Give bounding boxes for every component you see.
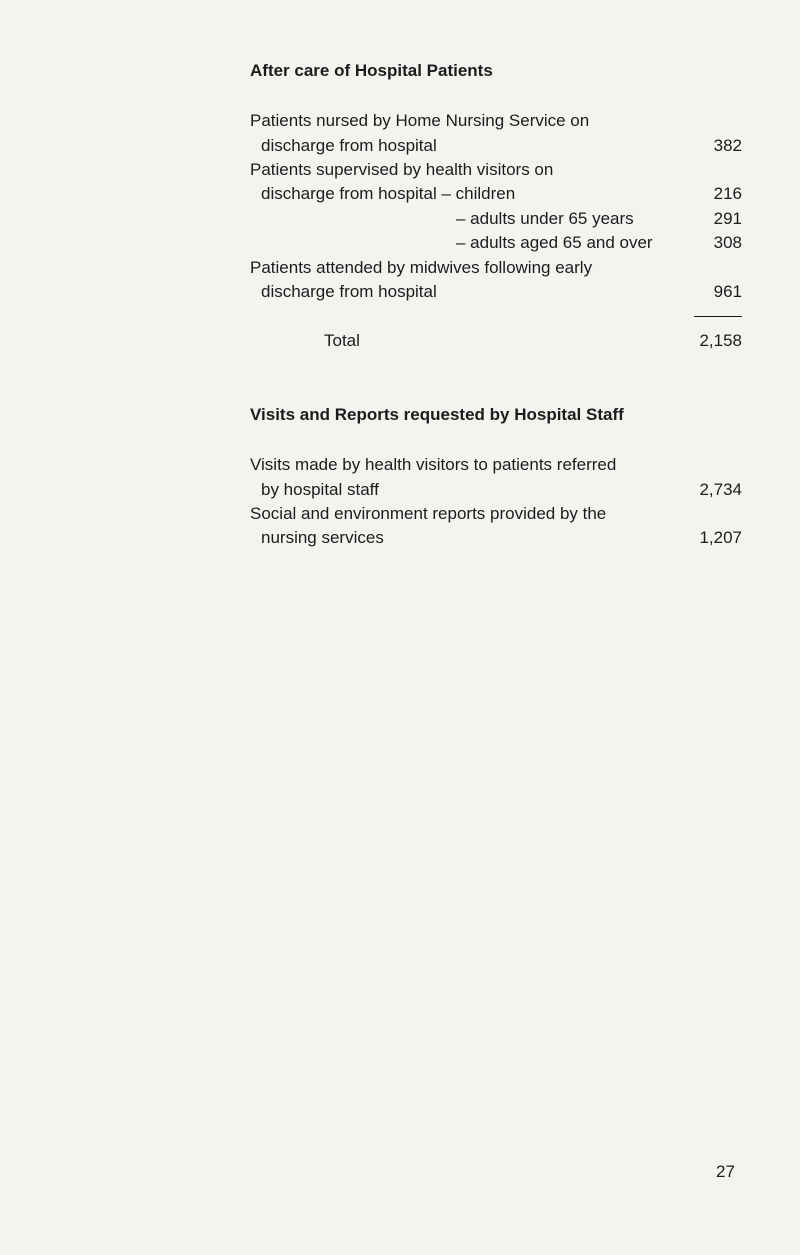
row-midwives-line1: Patients attended by midwives following early [250,258,593,277]
total-label: Total [324,331,360,350]
row-visits-line2: by hospital staff [261,480,379,499]
row-adults-under-65-label: – adults under 65 years [456,209,634,228]
page-number: 27 [716,1162,735,1181]
row-reports-line2: nursing services [261,528,384,547]
row-adults-65-over-value: 308 [713,233,742,252]
row-home-nursing-line1: Patients nursed by Home Nursing Service on [250,111,590,130]
section-heading-aftercare: After care of Hospital Patients [250,61,493,80]
row-visits-value: 2,734 [699,480,742,499]
row-reports-line1: Social and environment reports provided by the [250,504,607,523]
row-health-visitors-line2: discharge from hospital – children [261,184,516,203]
row-health-visitors-children-value: 216 [713,184,742,203]
section-heading-visits-reports: Visits and Reports requested by Hospital Staff [250,405,624,424]
row-home-nursing-line2: discharge from hospital [261,136,437,155]
row-midwives-line2: discharge from hospital [261,282,437,301]
row-midwives-value: 961 [713,282,742,301]
row-reports-value: 1,207 [699,528,742,547]
row-home-nursing-value: 382 [713,136,742,155]
row-adults-under-65-value: 291 [713,209,742,228]
row-health-visitors-line1: Patients supervised by health visitors on [250,160,554,179]
total-divider [694,316,742,317]
row-visits-line1: Visits made by health visitors to patients referred [250,455,617,474]
row-adults-65-over-label: – adults aged 65 and over [456,233,653,252]
total-value: 2,158 [699,331,742,350]
